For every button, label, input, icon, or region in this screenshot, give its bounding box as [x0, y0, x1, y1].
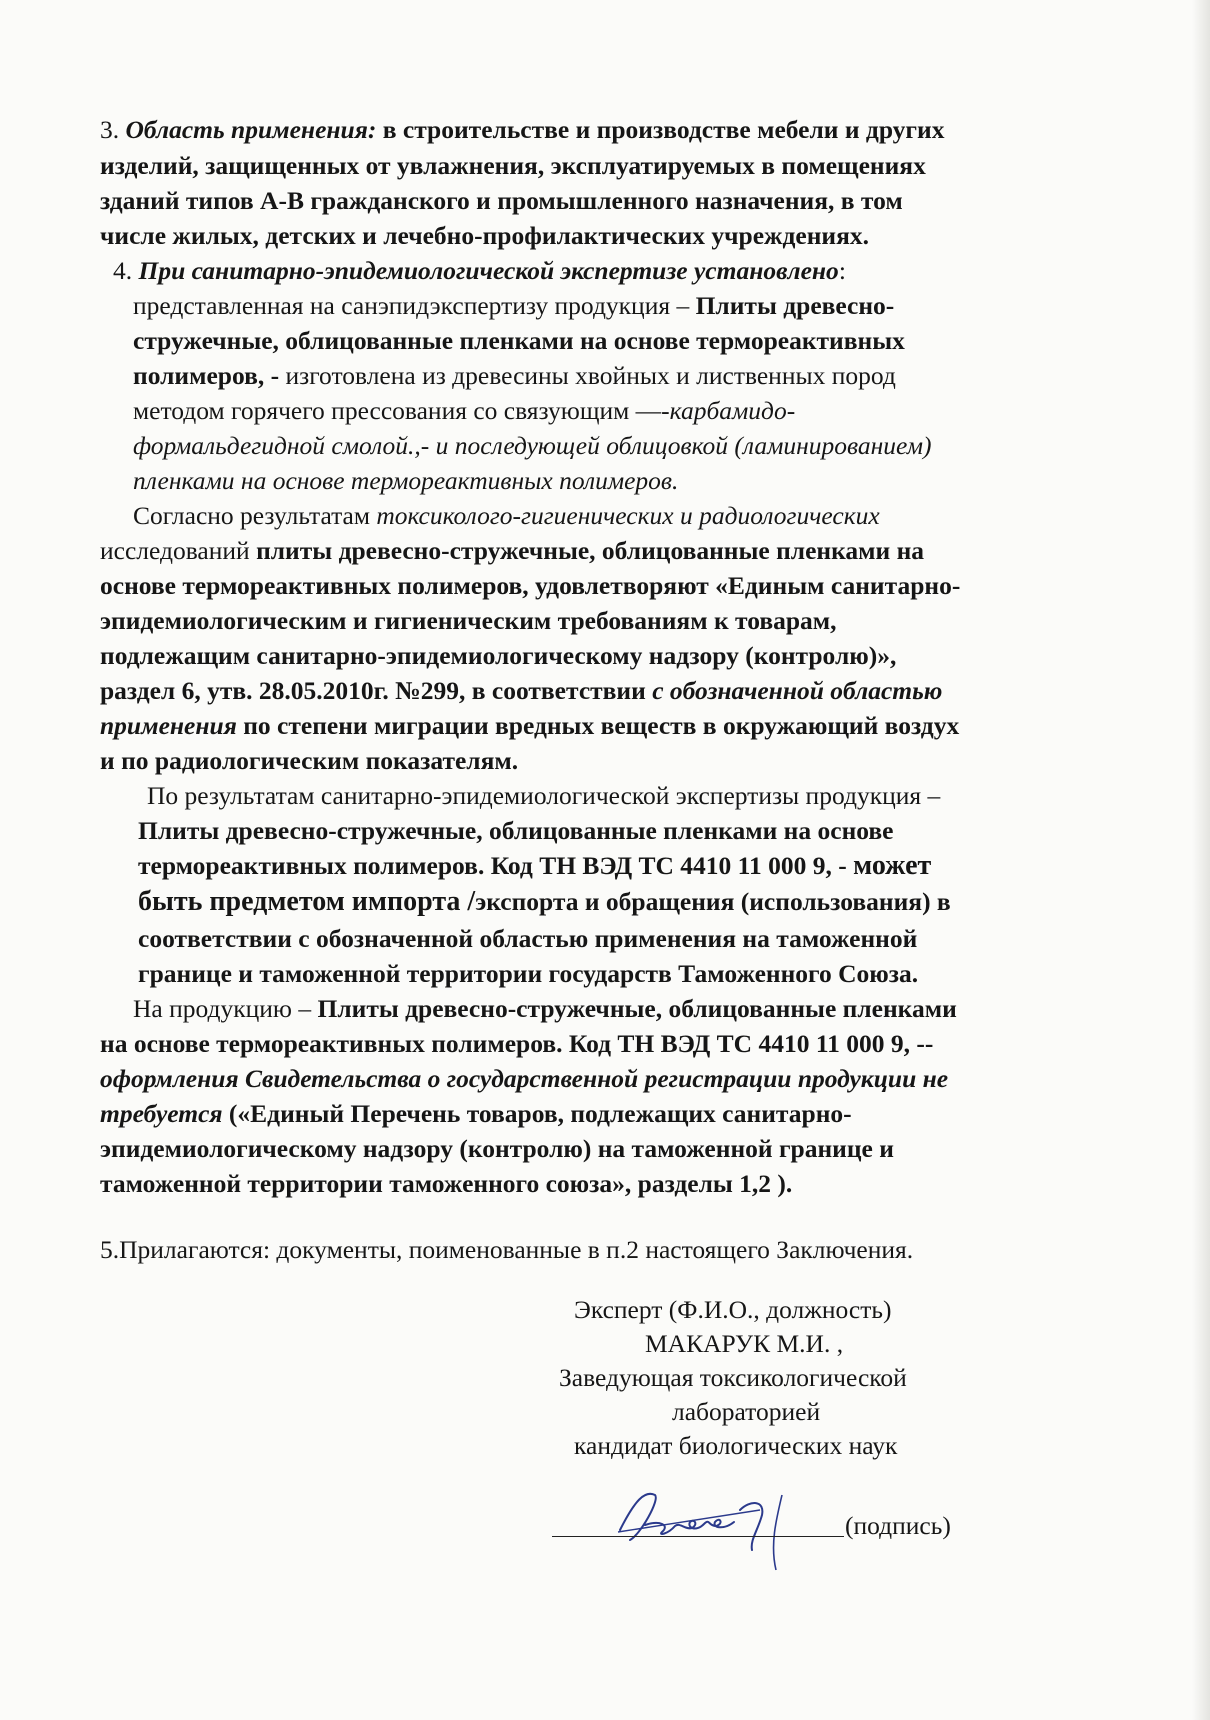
section4-p2-line4: эпидемиологическим и гигиеническим требованиям к товарам, [100, 606, 837, 635]
page-edge-shadow [1192, 0, 1210, 1720]
section3-line2: изделий, защищенных от увлажнения, эксплуатируемых в помещениях [100, 151, 926, 180]
section4-p1-line5: формальдегидной смолой.,- и последующей облицовкой (ламинированием) [133, 431, 932, 460]
section4-p4-line6: таможенной территории таможенного союза», разделы 1,2 ). [100, 1169, 793, 1198]
section4-p3-line6: границе и таможенной территории государств Таможенного Союза. [138, 959, 919, 988]
section4-p4-line3: оформления Свидетельства о государственной регистрации продукции не [100, 1064, 949, 1093]
handwritten-signature [600, 1470, 840, 1580]
signature-line [552, 1536, 844, 1537]
section3-line3: зданий типов А-В гражданского и промышленного назначения, в том [100, 186, 903, 215]
section4-p3-line2: Плиты древесно-стружечные, облицованные пленками на основе [138, 816, 894, 845]
expert-position-line2: лабораторией [672, 1397, 821, 1426]
expert-position-line1: Заведующая токсикологической [559, 1363, 907, 1392]
section4-p1-line1: представленная на санэпидэкспертизу продукция – Плиты древесно- [133, 291, 895, 320]
section4-p2-line8: и по радиологическим показателям. [100, 746, 519, 775]
expert-label: Эксперт (Ф.И.О., должность) [574, 1295, 892, 1324]
section4-p4-line4: требуется («Единый Перечень товаров, подлежащих санитарно- [100, 1099, 852, 1128]
section4-p2-line3: основе термореактивных полимеров, удовлетворяют «Единым санитарно- [100, 571, 961, 600]
section4-p1-line3: полимеров, - изготовлена из древесины хвойных и лиственных пород [133, 361, 896, 390]
section4-p2-line2: исследований плиты древесно-стружечные, облицованные пленками на [100, 536, 925, 565]
section4-p3-line5: соответствии с обозначенной областью применения на таможенной [138, 924, 918, 953]
section4-p3-line4: быть предметом импорта /экспорта и обращения (использования) в [138, 886, 951, 917]
section4-p1-line4: методом горячего прессования со связующим —-карбамидо- [133, 396, 796, 425]
section4-p2-line5: подлежащим санитарно-эпидемиологическому надзору (контролю)», [100, 641, 897, 670]
section4-p3-line3: термореактивных полимеров. Код ТН ВЭД ТС 4410 11 000 9, - может [138, 850, 932, 881]
section4-p3-line1: По результатам санитарно-эпидемиологической экспертизы продукция – [147, 781, 941, 810]
section5-attachments: 5.Прилагаются: документы, поименованные в п.2 настоящего Заключения. [100, 1235, 914, 1264]
section4-p2-line1: Согласно результатам токсиколого-гигиенических и радиологических [133, 501, 880, 530]
section4-p4-line2: на основе термореактивных полимеров. Код ТН ВЭД ТС 4410 11 000 9, -- [100, 1029, 934, 1058]
section4-p1-line2: стружечные, облицованные пленками на основе термореактивных [133, 326, 905, 355]
expert-name: МАКАРУК М.И. , [645, 1329, 844, 1358]
section3-line1: 3. Область применения: в строительстве и производстве мебели и других [100, 115, 945, 144]
section4-p4-line1: На продукцию – Плиты древесно-стружечные, облицованные пленками [133, 994, 957, 1023]
section4-p2-line6: раздел 6, утв. 28.05.2010г. №299, в соответствии с обозначенной областью [100, 676, 943, 705]
signature-caption: (подпись) [845, 1511, 951, 1540]
section4-p2-line7: применения по степени миграции вредных веществ в окружающий воздух [100, 711, 960, 740]
section4-p1-line6: пленками на основе термореактивных полимеров. [133, 466, 679, 495]
section4-heading: 4. При санитарно-эпидемиологической экспертизе установлено: [113, 256, 846, 285]
expert-degree: кандидат биологических наук [574, 1431, 898, 1460]
section3-line4: числе жилых, детских и лечебно-профилактических учреждениях. [100, 221, 870, 250]
section4-p4-line5: эпидемиологическому надзору (контролю) на таможенной границе и [100, 1134, 894, 1163]
